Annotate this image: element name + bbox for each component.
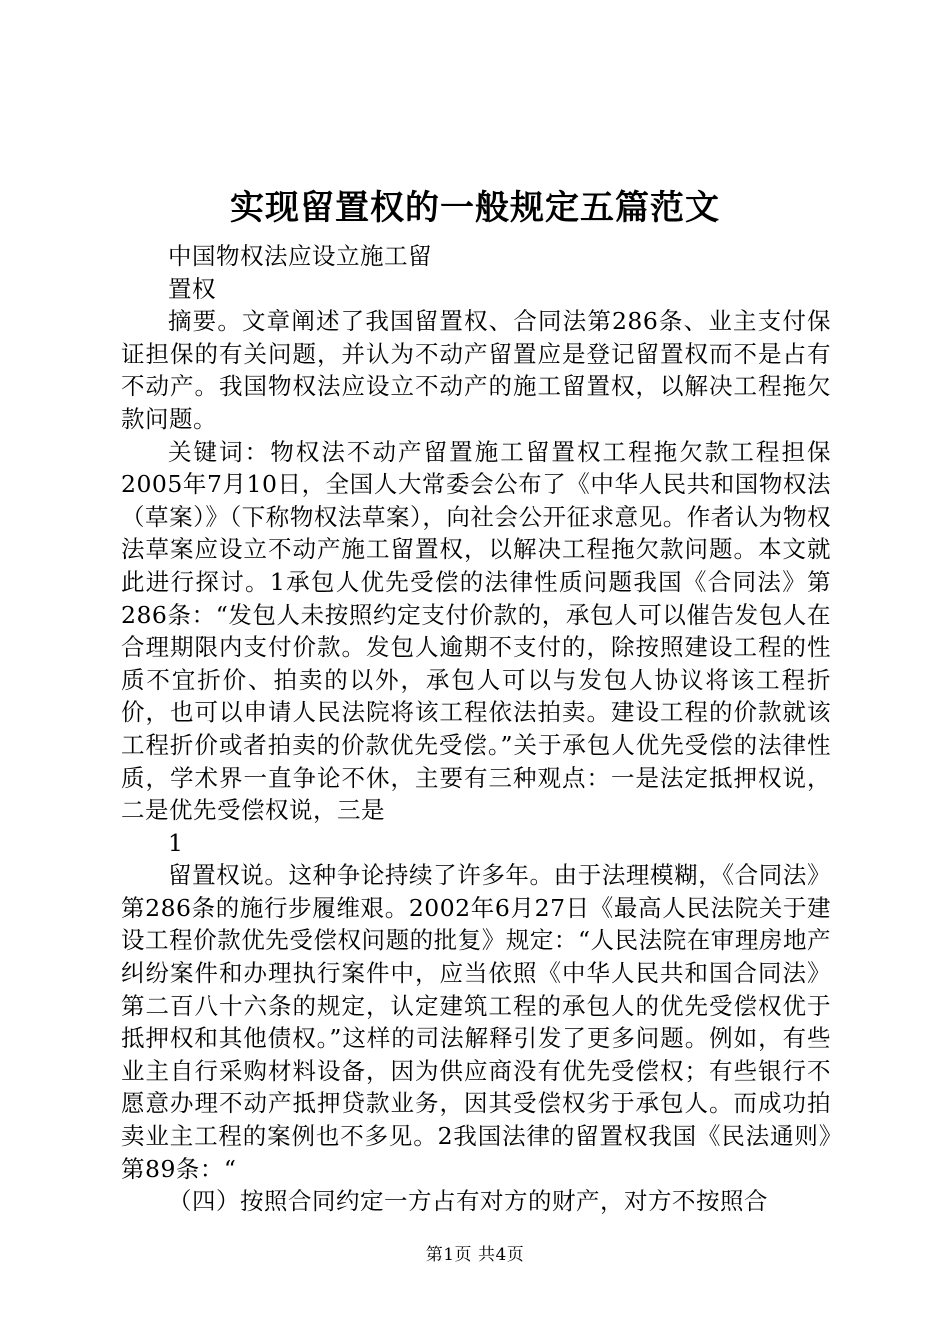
document-body bbox=[121, 240, 831, 1218]
paragraph-lien-theory: 留置权说。这种争论持续了许多年。由于法理模糊，《合同法》第286条的施行步履维艰。2002年6月27日《最高人民法院关于建设工程价款优先受偿权问题的批复》规定：“人民法院在审理房地产纠纷案件和办理执行案件中，应当依照《中华人民共和国合同法》第二百八十六条的规定，认定建筑工程的承包人的优先受偿权优于抵押权和其他债权。”这样的司法解释引发了更多问题。例如，有些业主自行采购材料设备，因为供应商没有优先受偿权；有些银行不愿意办理不动产抵押贷款业务，因其受偿权劣于承包人。而成功拍卖业主工程的案例也不多见。2我国法律的留置权我国《民法通则》第89条：“ bbox=[121, 861, 831, 1183]
paragraph-abstract: 摘要。文章阐述了我国留置权、合同法第286条、业主支付保证担保的有关问题，并认为不动产留置应是登记留置权而不是占有不动产。我国物权法应设立不动产的施工留置权，以解决工程拖欠款问题。 bbox=[121, 307, 831, 433]
paragraph-heading-line-1: 中国物权法应设立施工留 bbox=[168, 242, 432, 270]
paragraph-clause-four: （四）按照合同约定一方占有对方的财产，对方不按照合 bbox=[168, 1187, 768, 1216]
paragraph-heading-line-2: 置权 bbox=[168, 274, 216, 303]
paragraph-page-marker: 1 bbox=[168, 828, 184, 857]
page-footer: 第1页 共4页 bbox=[425, 1245, 525, 1265]
document-title: 实现留置权的一般规定五篇范文 bbox=[230, 188, 720, 228]
paragraph-keywords: 关键词：物权法不动产留置施工留置权工程拖欠款工程担保2005年7月10日，全国人大常委会公布了《中华人民共和国物权法（草案）》（下称物权法草案），向社会公开征求意见。作者认为物权法草案应设立不动产施工留置权，以解决工程拖欠款问题。本文就此进行探讨。1承包人优先受偿的法律性质问题我国《合同法》第286条：“发包人未按照约定支付价款的，承包人可以催告发包人在合理期限内支付价款。发包人逾期不支付的，除按照建设工程的性质不宜折价、拍卖的以外，承包人可以与发包人协议将该工程折价，也可以申请人民法院将该工程依法拍卖。建设工程的价款就该工程折价或者拍卖的价款优先受偿。”关于承包人优先受偿的法律性质，学术界一直争论不休，主要有三种观点：一是法定抵押权说，二是优先受偿权说，三是 bbox=[121, 437, 831, 825]
